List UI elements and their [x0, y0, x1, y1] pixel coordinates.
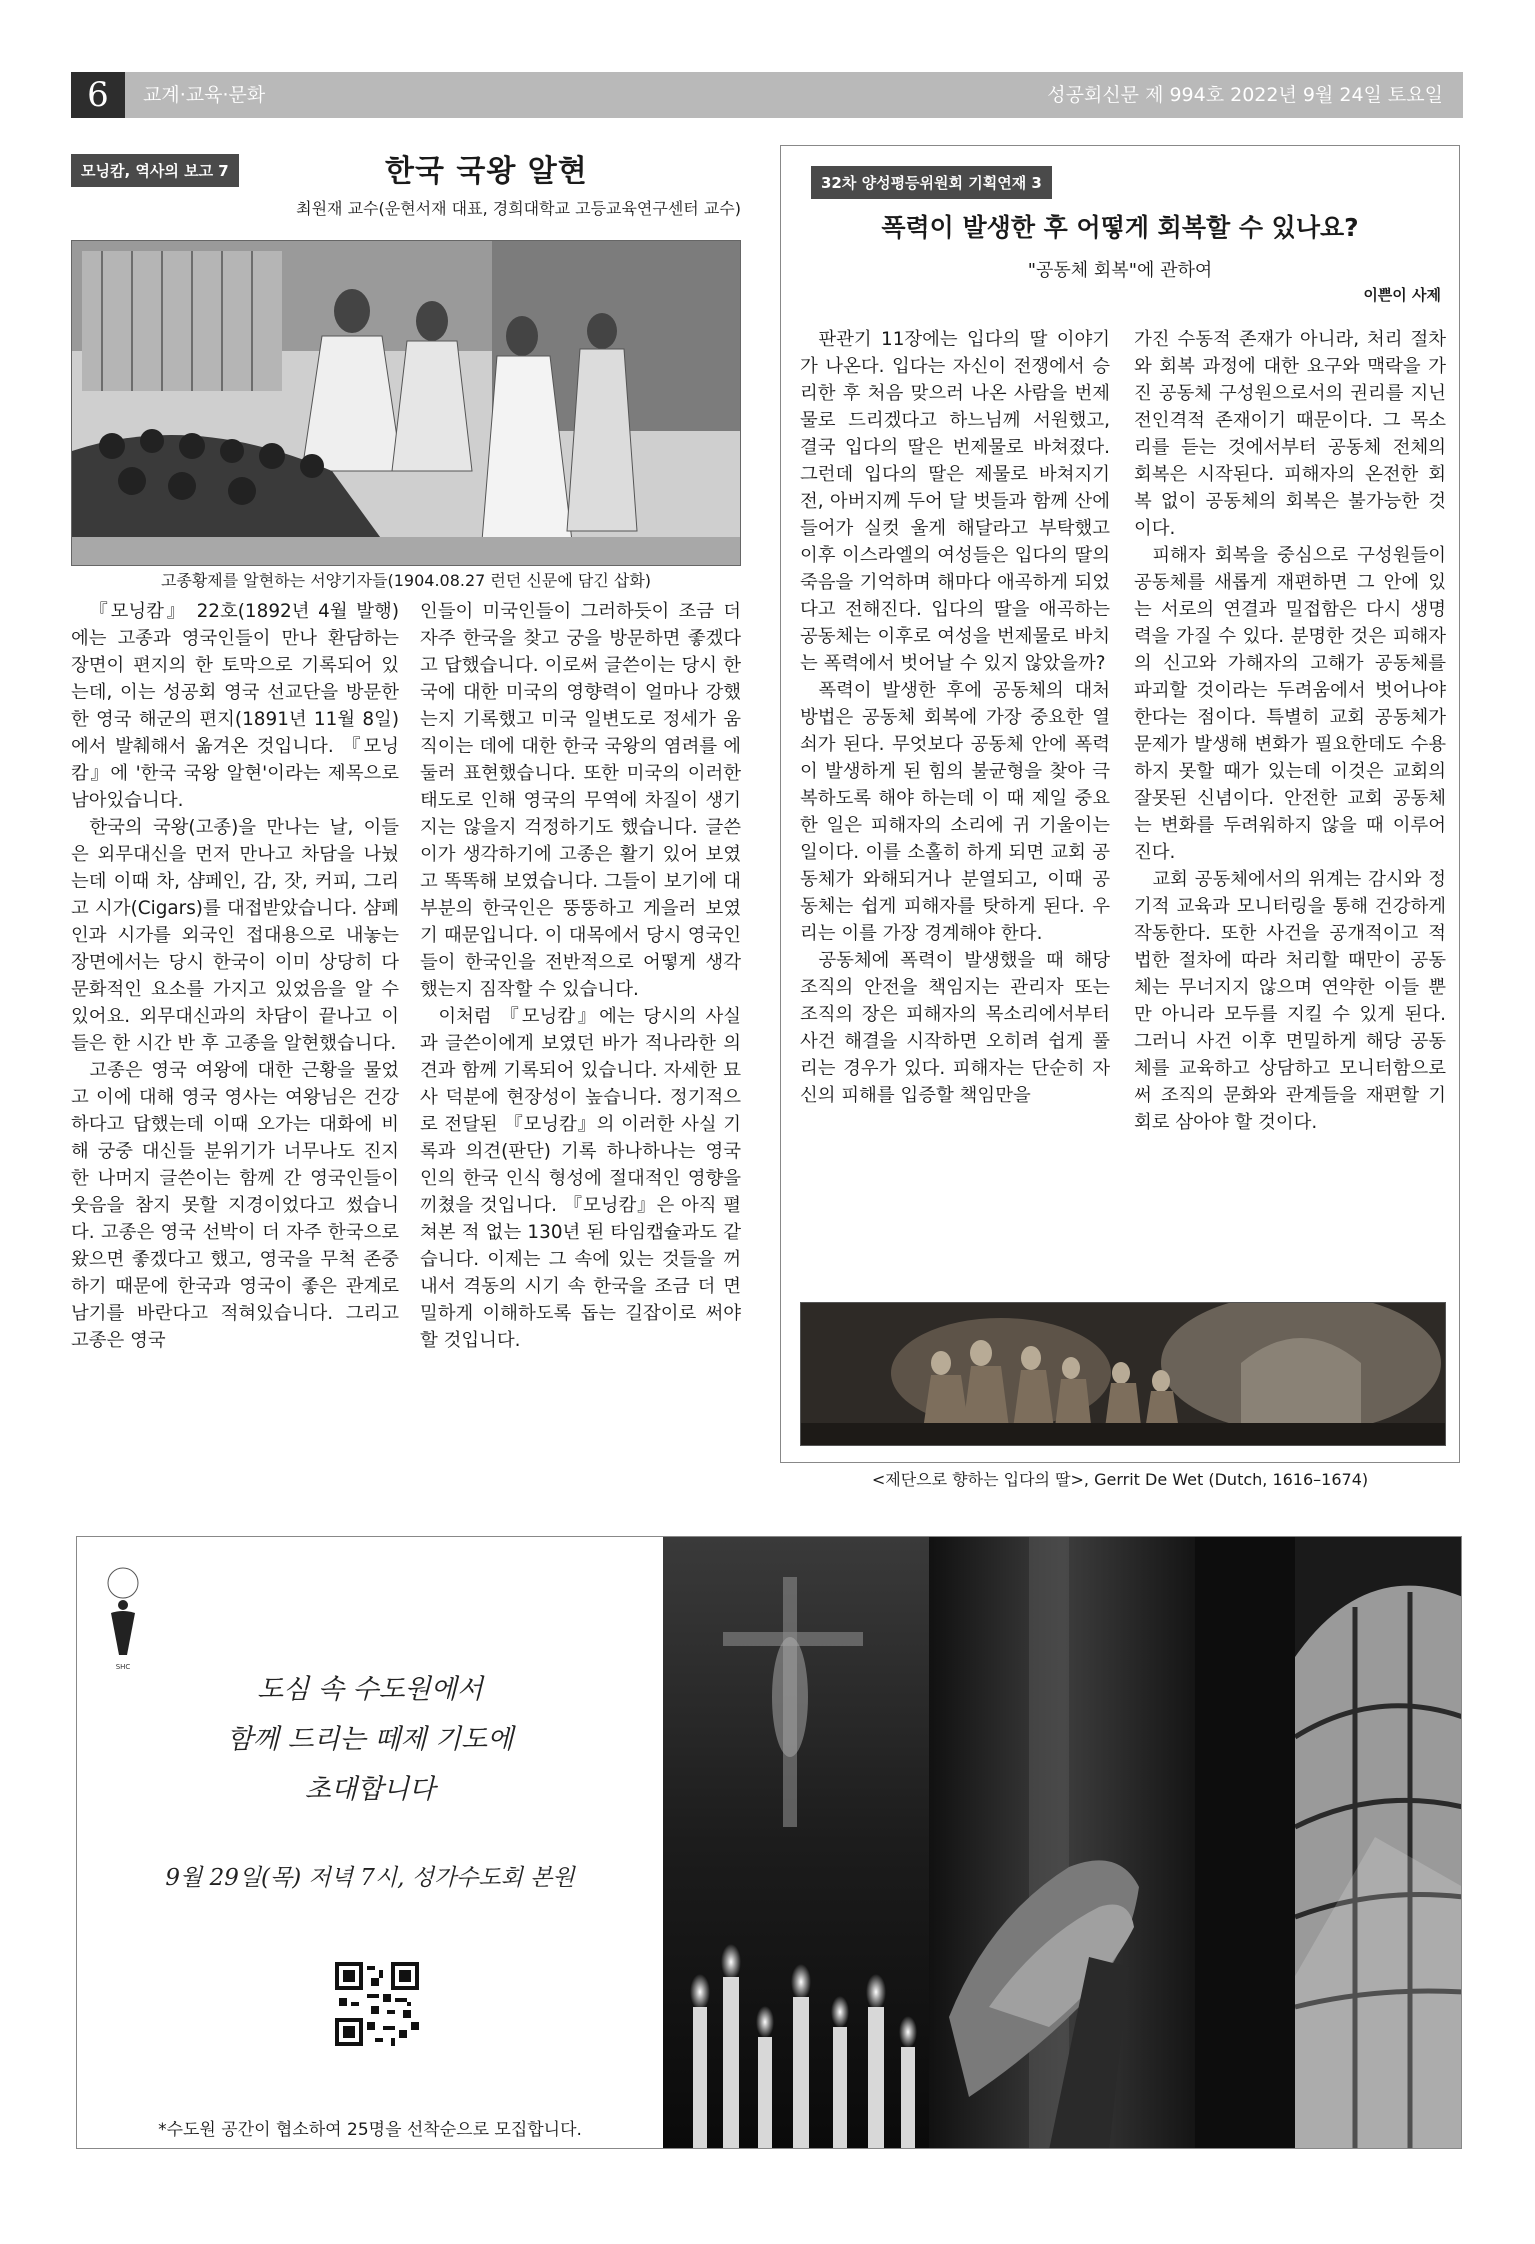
page-header	[71, 72, 1463, 118]
ad-headline-line-3: 초대합니다	[304, 1774, 436, 1805]
paragraph: 『모닝캄』 22호(1892년 4월 발행)에는 고종과 영국인들이 만나 환담하는 장면이 편지의 한 토막으로 기록되어 있는데, 이는 성공회 영국 선교단을 방문한 한 영국 해군의 편지(1891년 11월 8일)에서 발췌해서 옮겨온 것입니다. 『모닝캄』에 '한국 국왕 알현'이라는 제목으로 남아있습니다.	[71, 601, 399, 811]
ad-footnote: *수도원 공간이 협소하여 25명을 선착순으로 모집합니다.	[158, 2120, 582, 2140]
article-subtitle: "공동체 회복"에 관하여	[1027, 260, 1213, 281]
article-column-2	[420, 598, 741, 1354]
masthead-issue-info: 성공회신문 제 994호 2022년 9월 24일 토요일	[1047, 84, 1443, 106]
monastery-logo	[105, 1565, 141, 1675]
crucifix-candles-photo	[663, 1537, 929, 2149]
taize-prayer-advertisement	[76, 1536, 1462, 2149]
series-badge: 모닝캄, 역사의 보고 7	[71, 154, 239, 187]
historical-illustration	[71, 240, 741, 566]
paragraph: 한국의 국왕(고종)을 만나는 날, 이들은 외무대신을 먼저 만나고 차담을 나눴는데 이때 차, 샴페인, 감, 잣, 커피, 그리고 시가(Cigars)를 대접받았습니다. 샴페인과 시가를 외국인 접대용으로 내놓는 장면에서는 당시 한국이 이미 상당히 다문화적인 요소를 가지고 있었음을 알 수 있어요. 외무대신과의 차담이 끝나고 이들은 한 시간 반 후 고종을 알현했습니다.	[71, 817, 399, 1054]
paragraph: 가진 수동적 존재가 아니라, 처리 절차와 회복 과정에 대한 요구와 맥락을 가진 공동체 구성원으로서의 권리를 지닌 전인격적 존재이기 때문이다. 그 목소리를 듣는 것에서부터 공동체 전체의 회복은 시작된다. 피해자의 온전한 회복 없이 공동체의 회복은 불가능한 것이다.	[1134, 329, 1446, 539]
article-title: 한국 국왕 알현	[385, 154, 588, 189]
left-article	[71, 146, 741, 1490]
page-number: 6	[71, 72, 125, 118]
paragraph: 교회 공동체에서의 위계는 감시와 정기적 교육과 모니터링을 통해 건강하게 작동한다. 또한 사건을 공개적이고 적법한 절차에 따라 처리할 때만이 공동체는 무너지지 않으며 연약한 이들 뿐만 아니라 모두를 지킬 수 있게 된다. 그러니 사건 이후 면밀하게 해당 공동체를 교육하고 상담하고 모니터함으로써 조직의 문화와 관계들을 재편할 기회로 삼아야 할 것이다.	[1134, 869, 1446, 1133]
praying-hands-photo	[929, 1537, 1195, 2149]
figure-caption: 고종황제를 알현하는 서양기자들(1904.08.27 런던 신문에 담긴 삽화)	[160, 571, 652, 590]
paragraph: 피해자 회복을 중심으로 구성원들이 공동체를 새롭게 재편하면 그 안에 있는 서로의 연결과 밀접함은 다시 생명력을 가질 수 있다. 분명한 것은 피해자의 신고와 가해자의 고해가 공동체를 파괴할 것이라는 두려움에서 벗어나야 한다는 점이다. 특별히 교회 공동체가 문제가 발생해 변화가 필요한데도 수용하지 못할 때가 있는데 이것은 교회의 잘못된 신념이다. 안전한 교회 공동체는 변화를 두려워하지 않을 때 이루어진다.	[1134, 545, 1446, 863]
stained-glass-photo	[1195, 1537, 1462, 2149]
paragraph: 이처럼 『모닝캄』에는 당시의 사실과 글쓴이에게 보였던 바가 적나라한 의견과 함께 기록되어 있습니다. 자세한 묘사 덕분에 현장성이 높습니다. 정기적으로 전달된 『모닝캄』의 이러한 사실 기록과 의견(판단) 기록 하나하나는 영국인의 한국 인식 형성에 절대적인 영향을 끼쳤을 것입니다. 『모닝캄』은 아직 펼쳐본 적 없는 130년 된 타임캡슐과도 같습니다. 이제는 그 속에 있는 것들을 꺼내서 격동의 시기 속 한국을 조금 더 면밀하게 이해하도록 돕는 길잡이로 써야 할 것입니다.	[420, 1006, 741, 1351]
painting-image	[800, 1302, 1446, 1446]
paragraph: 인들이 미국인들이 그러하듯이 조금 더 자주 한국을 찾고 궁을 방문하면 좋겠다고 답했습니다. 이로써 글쓴이는 당시 한국에 대한 미국의 영향력이 얼마나 강했는지 기록했고 미국 일변도로 정세가 움직이는 데에 대한 한국 국왕의 염려를 에둘러 표현했습니다. 또한 미국의 이러한 태도로 인해 영국의 무역에 차질이 생기지는 않을지 걱정하기도 했습니다. 글쓴이가 생각하기에 고종은 활기 있어 보였고 똑똑해 보였습니다. 그들이 보기에 대부분의 한국인은 뚱뚱하고 게을러 보였기 때문입니다. 이 대목에서 당시 영국인들이 한국인을 전반적으로 어떻게 생각했는지 짐작할 수 있습니다.	[420, 601, 741, 1000]
article-column-2	[1134, 326, 1446, 1136]
ad-headline-line-1: 도심 속 수도원에서	[257, 1674, 483, 1705]
series-badge: 32차 양성평등위원회 기획연재 3	[811, 166, 1052, 199]
ad-event-datetime: 9월 29일(목) 저녁 7시, 성가수도회 본원	[165, 1865, 575, 1891]
article-author: 이쁜이 사제	[1363, 286, 1441, 304]
article-byline: 최원재 교수(운현서재 대표, 경희대학교 고등교육연구센터 교수)	[296, 199, 741, 218]
ad-text-panel	[77, 1537, 663, 2149]
article-title: 폭력이 발생한 후 어떻게 회복할 수 있나요?	[881, 213, 1359, 242]
paragraph: 폭력이 발생한 후에 공동체의 대처 방법은 공동체 회복에 가장 중요한 열쇠가 된다. 무엇보다 공동체 안에 폭력이 발생하게 된 힘의 불균형을 찾아 극복하도록 해야 하는데 이 때 제일 중요한 일은 피해자의 소리에 귀 기울이는 일이다. 이를 소홀히 하게 되면 교회 공동체가 와해되거나 분열되고, 이때 공동체는 쉽게 피해자를 탓하게 된다. 우리는 이를 가장 경계해야 한다.	[800, 680, 1110, 944]
ad-headline-line-2: 함께 드리는 떼제 기도에	[226, 1724, 514, 1755]
paragraph: 판관기 11장에는 입다의 딸 이야기가 나온다. 입다는 자신이 전쟁에서 승리한 후 처음 맞으러 나온 사람을 번제물로 드리겠다고 하느님께 서원했고, 결국 입다의 딸은 번제물로 바쳐졌다. 그런데 입다의 딸은 제물로 바쳐지기 전, 아버지께 두어 달 벗들과 함께 산에 들어가 실컷 울게 해달라고 부탁했고 이후 이스라엘의 여성들은 입다의 딸의 죽음을 기억하며 해마다 애곡하게 되었다고 전해진다. 입다의 딸을 애곡하는 공동체는 이후로 여성을 번제물로 바치는 폭력에서 벗어날 수 있지 않았을까?	[800, 329, 1110, 674]
paragraph: 고종은 영국 여왕에 대한 근황을 물었고 이에 대해 영국 영사는 여왕님은 건강하다고 답했는데 이때 오가는 대화에 비해 궁중 대신들 분위기가 너무나도 진지한 나머지 글쓴이는 함께 간 영국인들이 웃음을 참지 못할 지경이었다고 썼습니다. 고종은 영국 선박이 더 자주 한국으로 왔으면 좋겠다고 했고, 영국을 무척 존중하기 때문에 한국과 영국이 좋은 관계로 남기를 바란다고 적혀있습니다. 그리고 고종은 영국	[71, 1060, 399, 1351]
section-name: 교계·교육·문화	[143, 84, 266, 106]
paragraph: 공동체에 폭력이 발생했을 때 해당 조직의 안전을 책임지는 관리자 또는 조직의 장은 피해자의 목소리에서부터 사건 해결을 시작하면 오히려 쉽게 풀리는 경우가 있다. 피해자는 단순히 자신의 피해를 입증할 책임만을	[800, 950, 1110, 1106]
qr-code[interactable]	[335, 1962, 419, 2046]
article-column-1	[71, 598, 399, 1354]
svg-text:SHC: SHC	[115, 1663, 131, 1671]
right-article-box	[780, 145, 1460, 1463]
figure-caption: <제단으로 향하는 입다의 딸>, Gerrit De Wet (Dutch, 1616–1674)	[871, 1470, 1369, 1489]
article-column-1	[800, 326, 1110, 1109]
